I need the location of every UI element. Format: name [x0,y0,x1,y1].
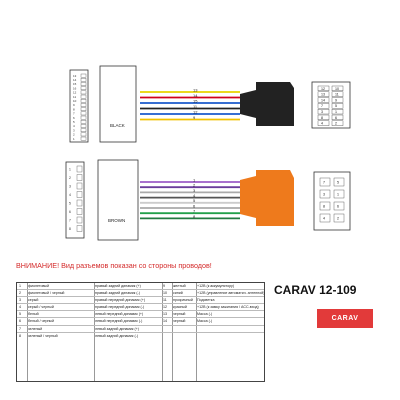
face-pin-number: 2 [335,121,337,126]
pin-label: 3 [73,128,75,133]
wire-number: 5 [193,198,196,204]
legend-cell-n1: 7 [19,326,21,331]
face-pin-number: 1 [337,192,339,197]
pin-label: 5 [69,201,71,206]
top-wire-boot [240,90,256,118]
bottom-iso-block [98,160,138,240]
legend-row [17,283,264,290]
pin-slot [77,192,82,198]
pin-slot [77,166,82,172]
legend-row [17,326,264,333]
legend-cell-d2: +12В (к аккумулятору) [197,284,235,288]
face-pin-number: 12 [321,86,325,91]
face-pin-number: 7 [321,104,323,109]
legend-cell-n1: 8 [19,333,21,338]
pin-label: 3 [69,184,71,189]
face-pin-number: 9 [335,98,337,103]
legend-cell-d2: Масса (-) [197,312,213,317]
legend-cell-d1: левый передний динамик (-) [95,319,143,324]
pin-label: 6 [73,115,75,120]
pin-slot [81,78,86,81]
pin-slot [81,133,86,136]
face-pin-number: 5 [337,180,339,185]
legend-cell-d1: левый задний динамик (+) [95,326,139,331]
legend-row [17,333,264,339]
face-pin-number: 10 [335,86,339,91]
face-pin-number: 13 [321,92,325,97]
legend-cell-n1: 4 [19,305,21,310]
legend-cell-d2: Подсветка [197,298,215,303]
legend-cell-n2: 9 [163,284,165,288]
pin-label: 8 [69,227,71,231]
legend-cell-w1: фиолетовый / черный [28,291,65,296]
pin-slot [77,226,82,232]
pinout-legend-table [16,282,265,382]
pin-label: 10 [73,99,77,103]
face-pin [318,109,329,114]
legend-cell-w1: фиолетовый [28,284,49,288]
face-pin [332,115,343,120]
wire-number: 2 [193,182,196,188]
pin-label: 4 [73,124,75,129]
legend-cell-w2: черный [173,319,186,324]
legend-cell-n1: 6 [19,319,21,324]
top-iso-block [100,66,136,142]
face-pin-number: 4 [323,216,325,221]
pin-label: 8 [73,107,75,112]
face-pin [334,190,344,198]
bottom-wire-boot [240,176,256,218]
bottom-connector-group [66,160,350,240]
face-pin [320,214,330,222]
face-pin-number: 5 [335,104,337,109]
face-pin-number: 8 [323,204,325,209]
legend-cell-w2: красный [173,305,187,310]
legend-cell-n2: 13 [163,312,167,317]
legend-row [17,290,264,297]
bottom-connector-label: BROWN [108,218,126,223]
pin-slot [77,200,82,206]
face-pin [332,121,343,126]
legend-cell-w2: желтый [173,284,186,288]
face-pin [318,121,329,126]
legend-cell-n1: 3 [19,298,21,303]
face-pin [320,178,330,186]
wire-number: 12 [193,109,198,115]
pin-label: 15 [73,82,77,87]
face-pin [334,214,344,222]
legend-row [17,311,264,318]
face-pin-number: 6 [337,204,339,209]
pin-slot [81,108,86,111]
pin-slot [81,137,86,140]
pin-slot [77,175,82,181]
top-plug-face [312,82,350,128]
legend-cell-d1: правый задний динамик (-) [95,291,140,296]
face-pin-number: 8 [321,115,323,120]
bottom-plug-housing [256,170,294,226]
face-pin-number: 14 [321,98,325,103]
pin-slot [81,91,86,94]
wire-number: 14 [193,92,198,98]
pin-label: 14 [73,78,77,82]
legend-cell-w1: серый / черный [28,305,54,310]
legend-cell-n2: 11 [163,298,167,303]
top-connector-group [70,66,350,142]
legend-cell-n2: 14 [163,319,167,324]
wire-number: 15 [193,98,198,104]
legend-cell-d1: правый передний динамик (-) [95,305,145,310]
face-pin [318,103,329,108]
pin-slot [81,120,86,123]
legend-cell-w1: зеленый [28,326,43,331]
wire-number: 8 [193,213,196,219]
pin-label: 9 [73,103,75,108]
legend-cell-d2: +12В (управление автоматич. антенной) [197,291,265,296]
wire-number: 6 [193,203,196,209]
wire-number: 7 [193,208,196,214]
legend-cell-d1: левый задний динамик (-) [95,333,139,338]
legend-cell-n2: 12 [163,305,167,310]
pin-label: 12 [73,90,77,95]
pin-slot [81,129,86,132]
brand-logo: CARAV [317,309,373,328]
legend-cell-n1: 2 [19,291,21,296]
legend-cell-n2: 10 [163,291,167,296]
legend-cell-n1: 5 [19,312,21,317]
face-pin-number: 7 [323,180,325,185]
pin-label: 4 [69,193,71,197]
top-wires [140,87,240,120]
pin-label: 11 [73,94,77,99]
face-pin [332,98,343,103]
pin-label: 1 [69,167,71,172]
model-title: CARAV 12-109 [274,283,357,297]
wire-number: 11 [193,103,198,109]
legend-cell-w2: синий [173,291,183,296]
pin-slot [81,116,86,119]
pin-label: 1 [73,136,75,141]
face-pin [332,109,343,114]
face-pin-number: 3 [323,192,325,197]
legend-cell-w2: прозрачный [173,298,193,303]
pin-slot [81,87,86,90]
bottom-plug-face [314,172,350,230]
pin-slot [77,183,82,189]
pin-label: 7 [73,111,75,116]
legend-cell-w1: серый [28,298,39,303]
top-connector-label: BLACK [110,123,125,128]
face-pin [318,115,329,120]
legend-cell-w2: черный [173,312,186,317]
pin-slot [81,103,86,106]
pin-slot [77,209,82,215]
face-pin [332,103,343,108]
face-pin [320,190,330,198]
legend-cell-w1: белый / черный [28,319,55,324]
face-pin [334,202,344,210]
pin-slot [81,124,86,127]
face-pin [334,178,344,186]
top-plug-housing [256,82,294,126]
legend-cell-d1: правый задний динамик (+) [95,284,141,288]
legend-cell-w1: зеленый / черный [28,333,58,338]
pin-slot [81,82,86,85]
legend-row [17,297,264,304]
pin-label: 6 [69,210,71,214]
wire-number: 13 [193,87,198,93]
pin-label: 7 [69,218,71,223]
wire-number: 1 [193,177,196,183]
warning-text: ВНИМАНИЕ! Вид разъемов показан со стороны проводов! [16,261,212,270]
pin-slot [81,112,86,115]
legend-cell-n1: 1 [19,284,21,288]
face-pin-number: 11 [335,92,339,97]
face-pin [320,202,330,210]
pin-slot [81,74,86,77]
legend-row [17,318,264,325]
legend-row [17,304,264,311]
wire-number: 9 [193,114,196,120]
face-pin-number: 1 [335,110,337,114]
legend-cell-d1: левый передний динамик (+) [95,312,144,317]
wire-number: 4 [193,193,196,198]
pin-label: 2 [73,132,75,137]
pin-slot [81,95,86,98]
face-pin-number: 2 [337,216,339,221]
pin-label: 13 [73,73,77,78]
pin-slot [77,217,82,223]
legend-cell-d2: Масса (-) [197,319,213,324]
face-pin-number: 4 [321,121,323,126]
legend-cell-d2: +12В (к замку зажигания / ACC-вход) [197,305,259,310]
legend-cell-w1: белый [28,312,39,317]
face-pin-number: 6 [335,115,337,120]
legend-cell-d1: правый передний динамик (+) [95,298,146,303]
pin-label: 5 [73,120,75,124]
pin-label: 16 [73,86,77,91]
pin-slot [81,99,86,102]
wire-number: 3 [193,187,196,193]
face-pin-number: 3 [321,110,323,114]
pin-label: 2 [69,176,71,180]
bottom-wires [140,177,240,218]
